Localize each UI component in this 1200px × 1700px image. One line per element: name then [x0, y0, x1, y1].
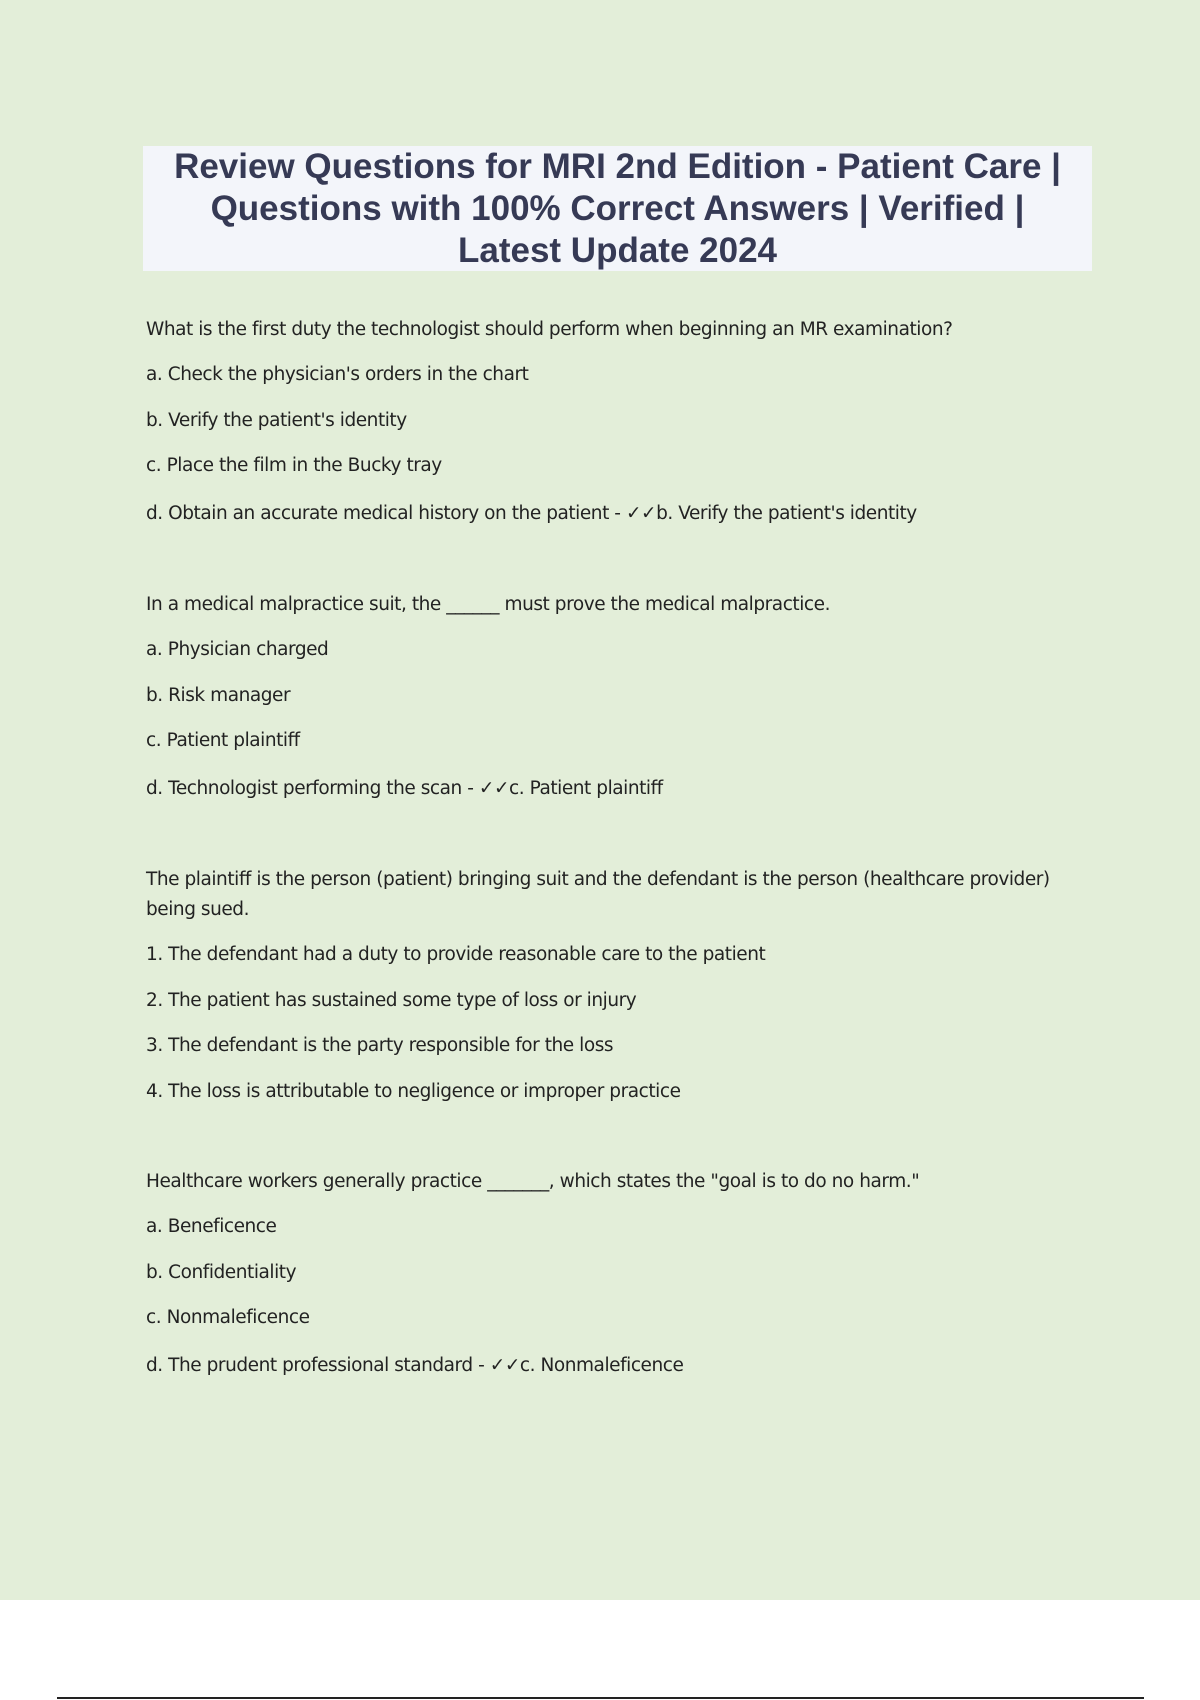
title-line-1: Review Questions for MRI 2nd Edition - Patient Care |	[174, 147, 1061, 186]
question-1-option-a: a. Check the physician's orders in the chart	[146, 364, 529, 385]
title-line-3: Latest Update 2024	[457, 231, 778, 270]
question-2-option-a: a. Physician charged	[146, 639, 329, 660]
question-3-item-1: 1. The defendant had a duty to provide reasonable care to the patient	[146, 944, 766, 965]
question-1-text: What is the first duty the technologist should perform when beginning an MR examination?	[146, 319, 953, 340]
question-2-text: In a medical malpractice suit, the ______ must prove the medical malpractice.	[146, 594, 830, 615]
question-4-option-b: b. Confidentiality	[146, 1262, 297, 1283]
question-1-option-b: b. Verify the patient's identity	[146, 410, 407, 431]
question-4-text: Healthcare workers generally practice _______, which states the "goal is to do no harm."	[146, 1171, 920, 1192]
question-2-option-d-answer: d. Technologist performing the scan - ✓✓c. Patient plaintiff	[146, 778, 663, 799]
question-3-text-line-1: The plaintiff is the person (patient) bringing suit and the defendant is the person (healthcare provider)	[146, 869, 1050, 890]
document-title	[143, 146, 1092, 271]
question-4-option-c: c. Nonmaleficence	[146, 1307, 310, 1328]
question-1-option-d-answer: d. Obtain an accurate medical history on the patient - ✓✓b. Verify the patient's identity	[146, 503, 917, 524]
question-4-option-a: a. Beneficence	[146, 1216, 277, 1237]
footer-divider	[57, 1697, 1144, 1699]
question-3-item-4: 4. The loss is attributable to negligence or improper practice	[146, 1081, 681, 1102]
question-3-item-3: 3. The defendant is the party responsible for the loss	[146, 1035, 614, 1056]
question-3-item-2: 2. The patient has sustained some type of loss or injury	[146, 990, 637, 1011]
title-line-2: Questions with 100% Correct Answers | Verified |	[210, 189, 1025, 228]
question-3-text-line-2: being sued.	[146, 899, 250, 920]
question-2-option-b: b. Risk manager	[146, 685, 291, 706]
question-4-option-d-answer: d. The prudent professional standard - ✓✓c. Nonmaleficence	[146, 1355, 684, 1376]
question-2-option-c: c. Patient plaintiff	[146, 730, 300, 751]
question-1-option-c: c. Place the film in the Bucky tray	[146, 455, 442, 476]
